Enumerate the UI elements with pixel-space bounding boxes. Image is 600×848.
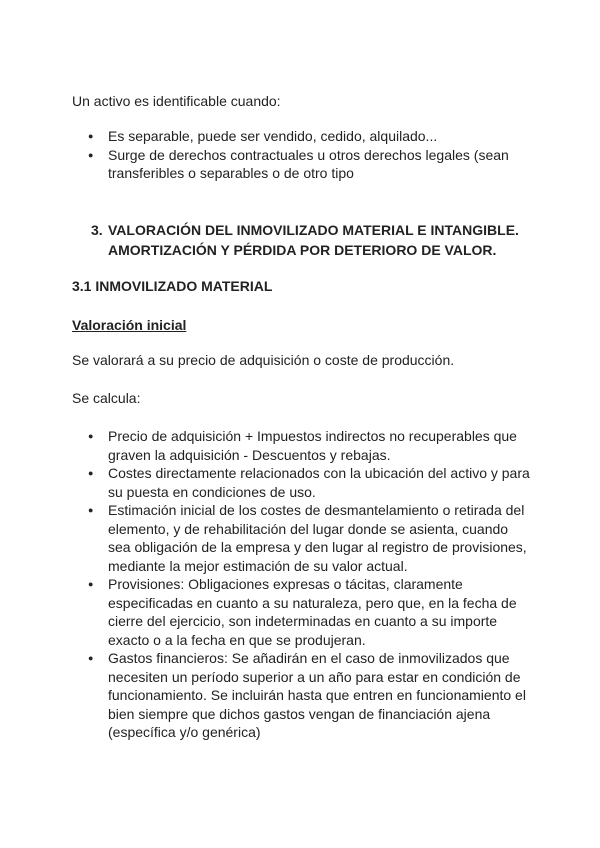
valuation-heading: Valoración inicial <box>72 317 187 333</box>
list-item: ● Surge de derechos contractuales u otros derechos legales (sean transferibles o separables o de otro tipo <box>72 146 532 183</box>
list-item: ● Provisiones: Obligaciones expresas o tácitas, claramente especificadas en cuanto a su naturaleza, pero que, en la fecha de cierre del ejercicio, son indeterminadas en cuanto a su importe exacto o a la fecha en que se produjeran. <box>72 575 532 649</box>
calc-label: Se calcula: <box>72 390 141 406</box>
intro-text: Un activo es identificable cuando: <box>72 93 281 109</box>
list-item: ● Costes directamente relacionados con la ubicación del activo y para su puesta en condiciones de uso. <box>72 464 532 501</box>
list-item: ● Estimación inicial de los costes de desmantelamiento o retirada del elemento, y de rehabilitación del lugar donde se asienta, cuando sea obligación de la empresa y den lugar al registro de provisiones, mediante la mejor estimación de su valor actual. <box>72 501 532 575</box>
section-number: 3. <box>91 222 103 238</box>
section-title: VALORACIÓN DEL INMOVILIZADO MATERIAL E INTANGIBLE. AMORTIZACIÓN Y PÉRDIDA POR DETERIORO DE VALOR. <box>108 222 519 258</box>
identifiable-list <box>72 127 532 183</box>
list-item: ● Precio de adquisición + Impuestos indirectos no recuperables que graven la adquisición - Descuentos y rebajas. <box>72 427 532 464</box>
calc-list <box>72 427 532 742</box>
subsection-heading: 3.1 INMOVILIZADO MATERIAL <box>72 278 273 294</box>
list-item: ● Es separable, puede ser vendido, cedido, alquilado... <box>72 127 532 146</box>
list-item: ● Gastos financieros: Se añadirán en el caso de inmovilizados que necesiten un período superior a un año para estar en condición de funcionamiento. Se incluirán hasta que entren en funcionamiento el bien siempre que dichos gastos vengan de financiación ajena (específica y/o genérica) <box>72 649 532 742</box>
valuation-text: Se valorará a su precio de adquisición o coste de producción. <box>72 352 455 368</box>
